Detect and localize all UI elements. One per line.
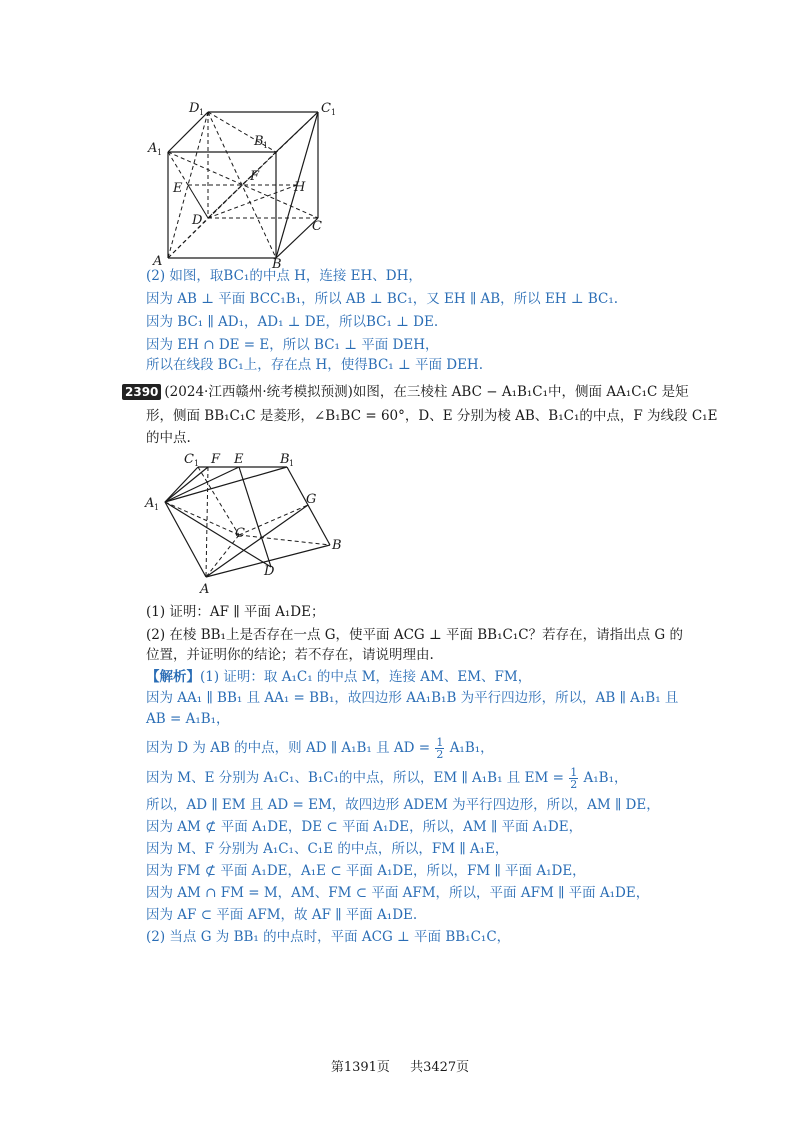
solution-text-1: (1) 证明：取 A₁C₁ 的中点 M，连接 AM、EM、FM， xyxy=(200,669,532,685)
fig2-label-E: E xyxy=(234,452,244,467)
cube-figure xyxy=(140,100,340,270)
fig2-label-B: B xyxy=(332,538,342,553)
question-2-line-2: 位置，并证明你的结论；若不存在，请说明理由. xyxy=(146,647,434,663)
solution-line-1 xyxy=(146,667,531,687)
label-C: C xyxy=(312,219,322,234)
problem-text-1: (2024·江西赣州·统考模拟预测)如图，在三棱柱 ABC − A₁B₁C₁中，侧面 AA₁C₁C 是矩 xyxy=(164,384,689,400)
label-A: A xyxy=(153,254,163,269)
problem-line-3: 的中点. xyxy=(146,430,191,446)
label-H: H xyxy=(294,180,306,195)
label-D1-sub: 1 xyxy=(199,108,205,117)
fig2-label-B1-sub: 1 xyxy=(289,459,295,468)
solution-line-2: 因为 AA₁ ∥ BB₁ 且 AA₁ = BB₁，故四边形 AA₁B₁B 为平行四边形，所以，AB ∥ A₁B₁ 且 xyxy=(146,690,679,706)
fig2-label-A1-sub: 1 xyxy=(154,503,160,512)
solution-text-4b: A₁B₁， xyxy=(449,740,494,756)
fraction-half-1: $\frac{1}{2}$ xyxy=(436,736,444,761)
label-D: D xyxy=(192,213,203,228)
solution-line-9: 因为 FM ⊄ 平面 A₁DE，A₁E ⊂ 平面 A₁DE，所以，FM ∥ 平面 A₁DE， xyxy=(146,863,586,879)
label-C1: C xyxy=(321,101,331,116)
page-footer xyxy=(0,1056,800,1075)
label-B1-sub: 1 xyxy=(263,141,269,150)
page-number: 第1391页 xyxy=(330,1060,390,1075)
problem-number: 2390 xyxy=(122,384,161,400)
solution-text-5b: A₁B₁， xyxy=(583,770,628,786)
fig2-label-C1: C xyxy=(184,452,194,467)
prev-solution-line-3: 因为 BC₁ ∥ AD₁，AD₁ ⊥ DE，所以BC₁ ⊥ DE. xyxy=(146,314,439,330)
label-E: E xyxy=(173,181,183,196)
solution-line-7: 因为 AM ⊄ 平面 A₁DE，DE ⊂ 平面 A₁DE，所以，AM ∥ 平面 A₁DE， xyxy=(146,819,583,835)
label-B: B xyxy=(272,257,282,270)
question-1: (1) 证明：AF ∥ 平面 A₁DE； xyxy=(146,604,325,620)
solution-line-11: 因为 AF ⊂ 平面 AFM，故 AF ∥ 平面 A₁DE. xyxy=(146,907,418,923)
solution-line-5 xyxy=(146,767,627,790)
label-F: F xyxy=(250,169,260,184)
solution-text-4a: 因为 D 为 AB 的中点，则 AD ∥ A₁B₁ 且 AD = xyxy=(146,740,431,756)
label-A1: A xyxy=(148,141,158,156)
solution-line-10: 因为 AM ∩ FM = M，AM、FM ⊂ 平面 AFM，所以，平面 AFM ∥ 平面 A₁DE， xyxy=(146,885,650,901)
prev-solution-line-1: (2) 如图，取BC₁的中点 H，连接 EH、DH， xyxy=(146,268,422,284)
prev-solution-line-2: 因为 AB ⊥ 平面 BCC₁B₁，所以 AB ⊥ BC₁，又 EH ∥ AB，所以 EH ⊥ BC₁. xyxy=(146,291,619,307)
solution-line-12: (2) 当点 G 为 BB₁ 的中点时，平面 ACG ⊥ 平面 BB₁C₁C， xyxy=(146,929,511,945)
fig2-label-G: G xyxy=(306,492,317,507)
fig2-label-F: F xyxy=(211,452,221,467)
fig2-label-A1: A xyxy=(145,496,155,511)
label-C1-sub: 1 xyxy=(331,108,337,117)
solution-line-6: 所以，AD ∥ EM 且 AD = EM，故四边形 ADEM 为平行四边形，所以，AM ∥ DE， xyxy=(146,797,660,813)
prism-figure xyxy=(140,445,360,595)
question-2-line-1: (2) 在棱 BB₁上是否存在一点 G，使平面 ACG ⊥ 平面 BB₁C₁C？若存在，请指出点 G 的 xyxy=(146,627,683,643)
solution-line-8: 因为 M、F 分别为 A₁C₁、C₁E 的中点，所以，FM ∥ A₁E， xyxy=(146,841,509,857)
fig2-label-B1: B xyxy=(280,452,290,467)
solution-tag: 【解析】 xyxy=(146,669,200,685)
fraction-half-2: $\frac{1}{2}$ xyxy=(570,766,578,791)
fig2-label-D: D xyxy=(264,564,275,579)
page-total: 共3427页 xyxy=(410,1060,470,1075)
label-A1-sub: 1 xyxy=(157,148,163,157)
prev-solution-line-5: 所以在线段 BC₁上，存在点 H，使得BC₁ ⊥ 平面 DEH. xyxy=(146,357,483,373)
problem-line-1 xyxy=(122,382,689,402)
solution-text-5a: 因为 M、E 分别为 A₁C₁、B₁C₁的中点，所以，EM ∥ A₁B₁ 且 EM = xyxy=(146,770,564,786)
label-D1: D xyxy=(189,101,200,116)
prev-solution-line-4: 因为 EH ∩ DE = E，所以 BC₁ ⊥ 平面 DEH， xyxy=(146,337,439,353)
solution-line-3: AB = A₁B₁， xyxy=(146,711,230,727)
label-B1: B xyxy=(254,134,264,149)
problem-line-2: 形，侧面 BB₁C₁C 是菱形，∠B₁BC = 60°，D、E 分别为棱 AB、B₁C₁的中点，F 为线段 C₁E xyxy=(146,408,718,424)
solution-line-4 xyxy=(146,737,494,760)
fig2-label-C1-sub: 1 xyxy=(194,459,200,468)
fig2-label-A: A xyxy=(200,582,210,595)
fig2-label-C: C xyxy=(235,526,245,541)
